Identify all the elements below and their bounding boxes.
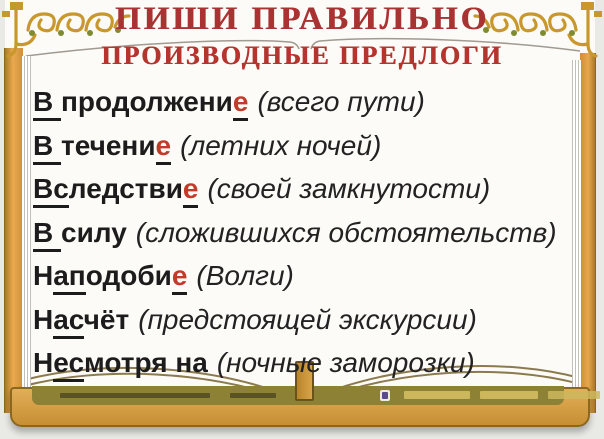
underlined-segment: ас — [53, 304, 83, 339]
term-text: ледстви — [68, 173, 183, 204]
entry-term — [33, 260, 187, 295]
term-text: Н — [33, 303, 54, 335]
entry-gloss: (своей замкнутости) — [207, 173, 491, 204]
term-text: одоби — [85, 260, 172, 291]
highlighted-letter: е — [172, 260, 188, 295]
highlighted-letter: е — [183, 173, 199, 208]
entry-gloss: (ночные заморозки) — [216, 347, 475, 378]
underlined-segment: ес — [53, 347, 84, 382]
entry-gloss: (всего пути) — [257, 86, 425, 117]
entry-gloss: (предстоящей экскурсии) — [138, 303, 477, 335]
term-text: Н — [33, 347, 54, 378]
entry-term — [33, 130, 171, 165]
book-cover-left — [4, 48, 23, 413]
poster-title: ПИШИ ПРАВИЛЬНО — [114, 1, 490, 37]
imprint-text-smudge — [60, 393, 210, 398]
entry-term — [33, 217, 127, 252]
entry-gloss: (сложившихся обстоятельств) — [135, 216, 557, 248]
entry-term — [33, 304, 129, 339]
term-text: мотря на — [84, 347, 208, 378]
underlined-segment: ап — [53, 260, 85, 295]
entry-term — [33, 173, 198, 208]
imprint-text-smudge — [548, 391, 600, 399]
page-edges-left — [22, 56, 31, 395]
entry-row — [33, 256, 574, 300]
entries-list — [33, 82, 574, 387]
term-text: течени — [61, 129, 156, 161]
poster-subtitle: ПРОИЗВОДНЫЕ ПРЕДЛОГИ — [101, 41, 503, 70]
entry-term — [33, 86, 248, 121]
highlighted-letter: е — [233, 86, 249, 121]
term-text: силу — [61, 216, 127, 248]
term-text: продолжени — [61, 86, 233, 117]
underlined-segment: В — [33, 86, 61, 121]
publisher-emblem — [380, 390, 390, 401]
entry-gloss: (летних ночей) — [180, 129, 382, 161]
entry-row — [33, 300, 574, 344]
entry-gloss: (Волги) — [196, 260, 294, 291]
entry-row — [33, 169, 574, 213]
entry-row — [33, 82, 574, 126]
book-cover-right — [580, 53, 596, 413]
underlined-segment: В — [33, 130, 61, 165]
term-text: Н — [33, 260, 54, 291]
entry-row — [33, 126, 574, 170]
underlined-segment: Вс — [33, 173, 69, 208]
imprint-text-smudge — [404, 391, 470, 399]
entry-row — [33, 213, 574, 257]
entry-row — [33, 343, 574, 387]
imprint-text-smudge — [230, 393, 276, 398]
imprint-text-smudge — [480, 391, 538, 399]
term-text: чёт — [83, 303, 130, 335]
underlined-segment: В — [33, 217, 61, 252]
highlighted-letter: е — [156, 130, 172, 165]
entry-term — [33, 347, 208, 382]
